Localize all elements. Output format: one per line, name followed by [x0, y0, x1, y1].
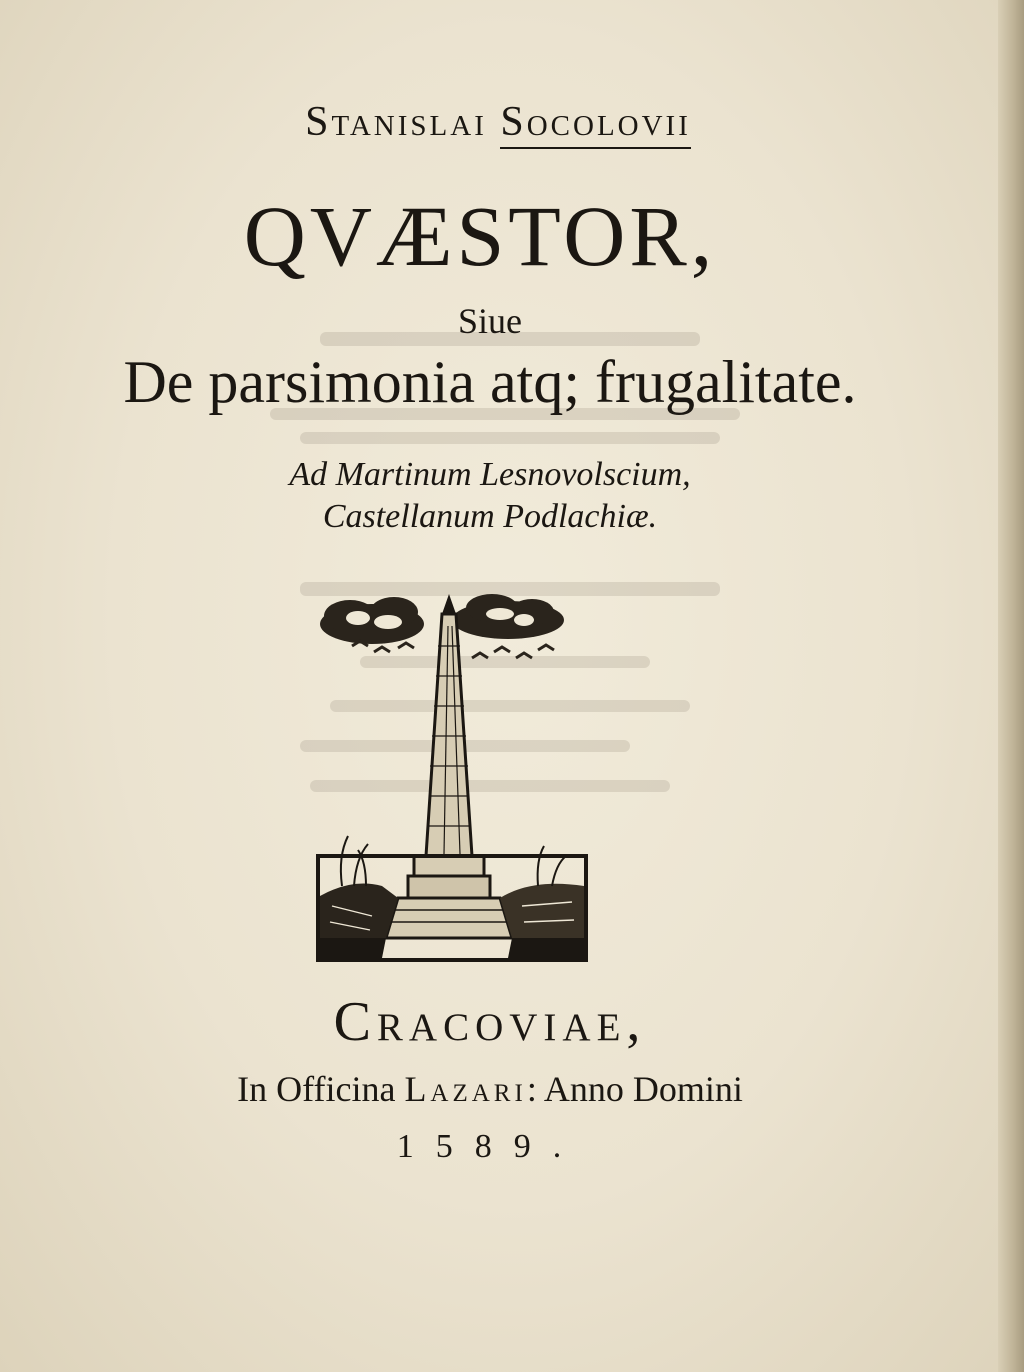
imprint-printer: Lazari — [404, 1069, 527, 1109]
book-title: QVÆSTOR, — [243, 188, 717, 284]
imprint-prefix: In Officina — [237, 1069, 396, 1109]
obelisk — [386, 594, 512, 938]
obelisk-woodcut — [312, 586, 592, 966]
book-subtitle: De parsimonia atq; frugalitate. — [123, 349, 857, 415]
imprint-line — [40, 1068, 940, 1110]
dedication-line-1: Ad Martinum Lesnovolscium, — [289, 456, 691, 493]
cloud-left — [320, 597, 424, 644]
imprint-suffix: : Anno Domini — [526, 1069, 743, 1109]
page-edge — [998, 0, 1024, 1372]
author-surname: Socolovii — [500, 99, 691, 149]
author-line — [48, 98, 948, 146]
imprint-place: Cracoviae, — [333, 991, 647, 1053]
author-first-name: Stanislai — [305, 99, 487, 145]
imprint-year: 1589. — [396, 1128, 584, 1165]
title-connector: Siue — [457, 301, 522, 341]
dedication-line-2: Castellanum Podlachiæ. — [322, 498, 658, 535]
